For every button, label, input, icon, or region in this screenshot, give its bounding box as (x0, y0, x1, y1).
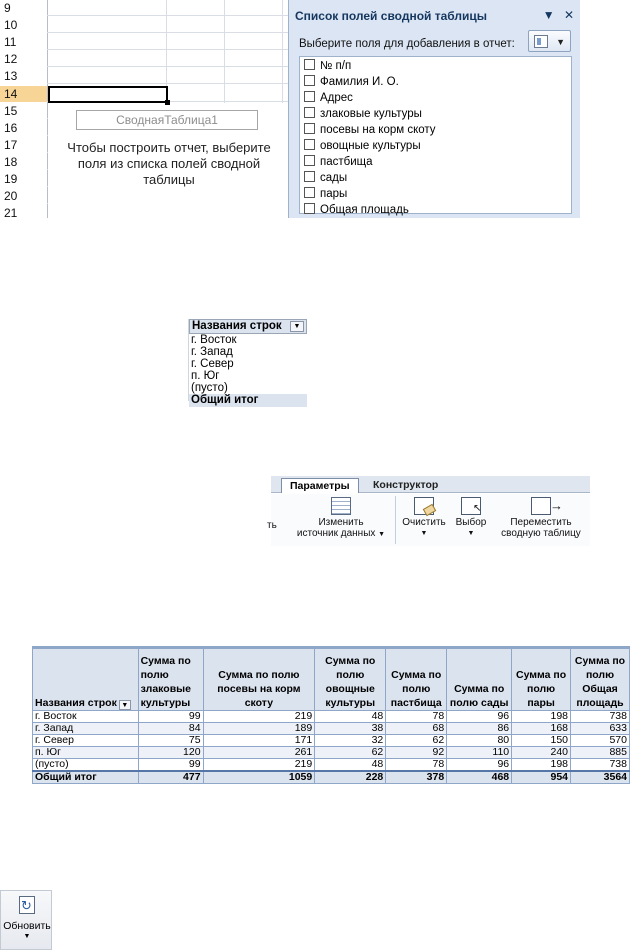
move-pivot-button[interactable] (493, 494, 589, 539)
field-label: № п/п (320, 60, 352, 72)
field-label: Фамилия И. О. (320, 76, 399, 88)
value-cell[interactable]: 120 (138, 747, 203, 759)
value-cell[interactable]: 75 (138, 735, 203, 747)
sheet-row[interactable] (0, 51, 288, 67)
value-cell[interactable]: 48 (315, 759, 386, 772)
value-cell[interactable]: 78 (386, 759, 447, 772)
row-label-item[interactable]: г. Восток (191, 334, 237, 346)
row-label-item[interactable]: г. Север (191, 358, 234, 370)
table-row (33, 747, 630, 759)
value-cell[interactable]: 78 (386, 711, 447, 723)
table-row (33, 711, 630, 723)
row-number[interactable]: 15 (0, 103, 47, 119)
field-item[interactable] (304, 58, 351, 74)
field-label: пары (320, 188, 348, 200)
value-cell[interactable]: 32 (315, 735, 386, 747)
pivot-table-name: СводнаяТаблица1 (76, 110, 258, 130)
total-cell[interactable]: 228 (315, 771, 386, 784)
value-cell[interactable]: 261 (203, 747, 315, 759)
total-cell[interactable]: 378 (386, 771, 447, 784)
table-row (33, 723, 630, 735)
chevron-down-icon: ▼ (23, 933, 31, 940)
table-row (33, 759, 630, 772)
column-header[interactable]: Сумма по полю пастбища (386, 649, 447, 711)
field-label: Адрес (320, 92, 353, 104)
pane-menu-icon[interactable]: ▼ (542, 8, 555, 22)
field-checkbox-list (299, 56, 572, 214)
clear-button[interactable] (399, 494, 449, 539)
pivot-result-table (32, 648, 630, 784)
data-source-icon (331, 497, 351, 515)
value-cell[interactable]: 62 (386, 735, 447, 747)
active-cell[interactable] (48, 86, 168, 103)
field-item[interactable] (304, 106, 422, 122)
row-number[interactable]: 20 (0, 188, 47, 204)
change-source-label-2: источник данных (296, 528, 376, 539)
row-label-item[interactable]: п. Юг (191, 370, 220, 382)
field-item[interactable] (304, 138, 421, 154)
chevron-down-icon: ▼ (420, 530, 428, 537)
field-label: овощные культуры (320, 140, 421, 152)
total-cell[interactable]: 1059 (203, 771, 315, 784)
refresh-icon (19, 896, 35, 914)
value-cell[interactable]: 198 (512, 759, 571, 772)
row-number[interactable]: 18 (0, 154, 47, 170)
value-cell[interactable]: 633 (571, 723, 630, 735)
total-cell[interactable]: 3564 (571, 771, 630, 784)
value-cell[interactable]: 738 (571, 711, 630, 723)
row-number-selected[interactable]: 14 (0, 86, 47, 102)
partial-button-label[interactable]: ть (267, 520, 277, 531)
value-cell[interactable]: 738 (571, 759, 630, 772)
value-cell[interactable]: 68 (386, 723, 447, 735)
field-item[interactable] (304, 202, 409, 218)
row-number[interactable]: 11 (0, 34, 47, 50)
row-number[interactable]: 12 (0, 51, 47, 67)
sheet-row[interactable] (0, 17, 288, 33)
chevron-down-icon: ▼ (378, 531, 386, 538)
field-label: Общая площадь (320, 204, 409, 216)
value-cell[interactable]: 96 (447, 759, 512, 772)
field-list-title: Список полей сводной таблицы (295, 9, 488, 23)
field-label: посевы на корм скоту (320, 124, 436, 136)
field-label: пастбища (320, 156, 373, 168)
value-cell[interactable]: 80 (447, 735, 512, 747)
value-cell[interactable]: 48 (315, 711, 386, 723)
value-cell[interactable]: 171 (203, 735, 315, 747)
row-label-cell[interactable]: г. Восток (33, 711, 139, 723)
chevron-down-icon: ▼ (467, 530, 475, 537)
row-label-cell[interactable]: г. Запад (33, 723, 139, 735)
value-cell[interactable]: 198 (512, 711, 571, 723)
checkbox[interactable] (304, 107, 315, 118)
value-cell[interactable]: 99 (138, 711, 203, 723)
row-number[interactable]: 13 (0, 68, 47, 84)
row-labels-title: Названия строк (192, 320, 282, 332)
value-cell[interactable]: 885 (571, 747, 630, 759)
refresh-button[interactable] (0, 890, 52, 950)
field-item[interactable] (304, 122, 436, 138)
value-cell[interactable]: 110 (447, 747, 512, 759)
row-number[interactable]: 9 (0, 0, 47, 16)
close-icon[interactable]: ✕ (563, 8, 574, 22)
ribbon-body (267, 494, 590, 546)
value-cell[interactable]: 189 (203, 723, 315, 735)
field-item[interactable] (304, 74, 399, 90)
total-cell[interactable]: 477 (138, 771, 203, 784)
ribbon-tab-row (271, 476, 590, 493)
value-cell[interactable]: 84 (138, 723, 203, 735)
value-cell[interactable]: 96 (447, 711, 512, 723)
refresh-label: Обновить (3, 920, 51, 932)
checkbox[interactable] (304, 139, 315, 150)
change-source-button[interactable] (289, 494, 393, 540)
chevron-down-icon: ▼ (556, 37, 565, 47)
row-labels-column-header[interactable]: Названия строк ▼ (33, 649, 139, 711)
checkbox[interactable] (304, 155, 315, 166)
checkbox[interactable] (304, 59, 315, 70)
value-cell[interactable]: 92 (386, 747, 447, 759)
pivot-placeholder[interactable] (48, 103, 288, 218)
value-cell[interactable]: 86 (447, 723, 512, 735)
ribbon-separator (395, 496, 396, 544)
value-cell[interactable]: 219 (203, 759, 315, 772)
value-cell[interactable]: 219 (203, 711, 315, 723)
sheet-row[interactable] (0, 68, 288, 84)
value-cell[interactable]: 38 (315, 723, 386, 735)
value-cell[interactable]: 570 (571, 735, 630, 747)
eraser-icon (414, 497, 434, 515)
checkbox[interactable] (304, 91, 315, 102)
move-label-2: сводную таблицу (501, 528, 581, 539)
field-label: сады (320, 172, 348, 184)
table-row (33, 735, 630, 747)
column-header[interactable]: Сумма по полю злаковые культуры (138, 649, 203, 711)
grand-total-row (33, 771, 630, 784)
change-source-label-1: Изменить (318, 517, 364, 528)
tab-constructor[interactable]: Конструктор (373, 479, 439, 491)
checkbox[interactable] (304, 123, 315, 134)
field-item[interactable] (304, 90, 353, 106)
move-table-icon (531, 497, 551, 515)
pivot-ribbon (267, 476, 590, 546)
clear-label: Очистить (402, 517, 446, 528)
move-label-1: Переместить (510, 517, 572, 528)
value-cell[interactable]: 150 (512, 735, 571, 747)
sheet-row[interactable] (0, 34, 288, 50)
layout-icon (534, 35, 548, 48)
row-label-item[interactable]: г. Запад (191, 346, 233, 358)
row-labels-list (188, 319, 307, 406)
total-cell[interactable]: 954 (512, 771, 571, 784)
grand-total-label[interactable]: Общий итог (189, 394, 307, 407)
row-labels-header[interactable] (189, 319, 307, 334)
column-header[interactable]: Сумма по полю пары (512, 649, 571, 711)
field-layout-button[interactable] (528, 30, 571, 52)
field-item[interactable] (304, 170, 347, 186)
row-number[interactable]: 17 (0, 137, 47, 153)
grand-total-label[interactable]: Общий итог (33, 771, 139, 784)
value-cell[interactable]: 240 (512, 747, 571, 759)
checkbox[interactable] (304, 203, 315, 214)
select-label: Выбор (455, 517, 487, 528)
column-header[interactable]: Сумма по полю овощные культуры (315, 649, 386, 711)
row-number[interactable]: 10 (0, 17, 47, 33)
row-label-cell[interactable]: г. Север (33, 735, 139, 747)
field-list-prompt: Выберите поля для добавления в отчет: (299, 38, 515, 50)
worksheet-grid (0, 0, 288, 218)
checkbox[interactable] (304, 75, 315, 86)
sheet-row[interactable] (0, 0, 288, 16)
field-item[interactable] (304, 186, 347, 202)
value-cell[interactable]: 99 (138, 759, 203, 772)
field-list-controls (537, 8, 574, 22)
filter-dropdown-icon[interactable]: ▼ (119, 700, 131, 710)
checkbox[interactable] (304, 171, 315, 182)
value-cell[interactable]: 62 (315, 747, 386, 759)
pivot-hint-text: Чтобы построить отчет, выберите поля из списка полей сводной таблицы (67, 140, 271, 187)
filter-dropdown-icon[interactable]: ▼ (290, 321, 304, 332)
row-number[interactable]: 21 (0, 205, 47, 218)
pivot-header-row (33, 649, 630, 711)
column-header[interactable]: Сумма по полю сады (447, 649, 512, 711)
row-number[interactable]: 19 (0, 171, 47, 187)
column-header[interactable]: Сумма по полю посевы на корм скоту (203, 649, 315, 711)
select-cursor-icon (461, 497, 481, 515)
tab-parameters[interactable]: Параметры (281, 478, 359, 493)
total-cell[interactable]: 468 (447, 771, 512, 784)
row-label-cell[interactable]: (пусто) (33, 759, 139, 772)
column-header[interactable]: Сумма по полю Общая площадь (571, 649, 630, 711)
pivot-field-list-pane (288, 0, 580, 218)
field-item[interactable] (304, 154, 373, 170)
row-label-cell[interactable]: п. Юг (33, 747, 139, 759)
select-button[interactable] (451, 494, 491, 539)
row-number[interactable]: 16 (0, 120, 47, 136)
field-label: злаковые культуры (320, 108, 422, 120)
row-label-item[interactable]: (пусто) (191, 382, 228, 394)
checkbox[interactable] (304, 187, 315, 198)
value-cell[interactable]: 168 (512, 723, 571, 735)
